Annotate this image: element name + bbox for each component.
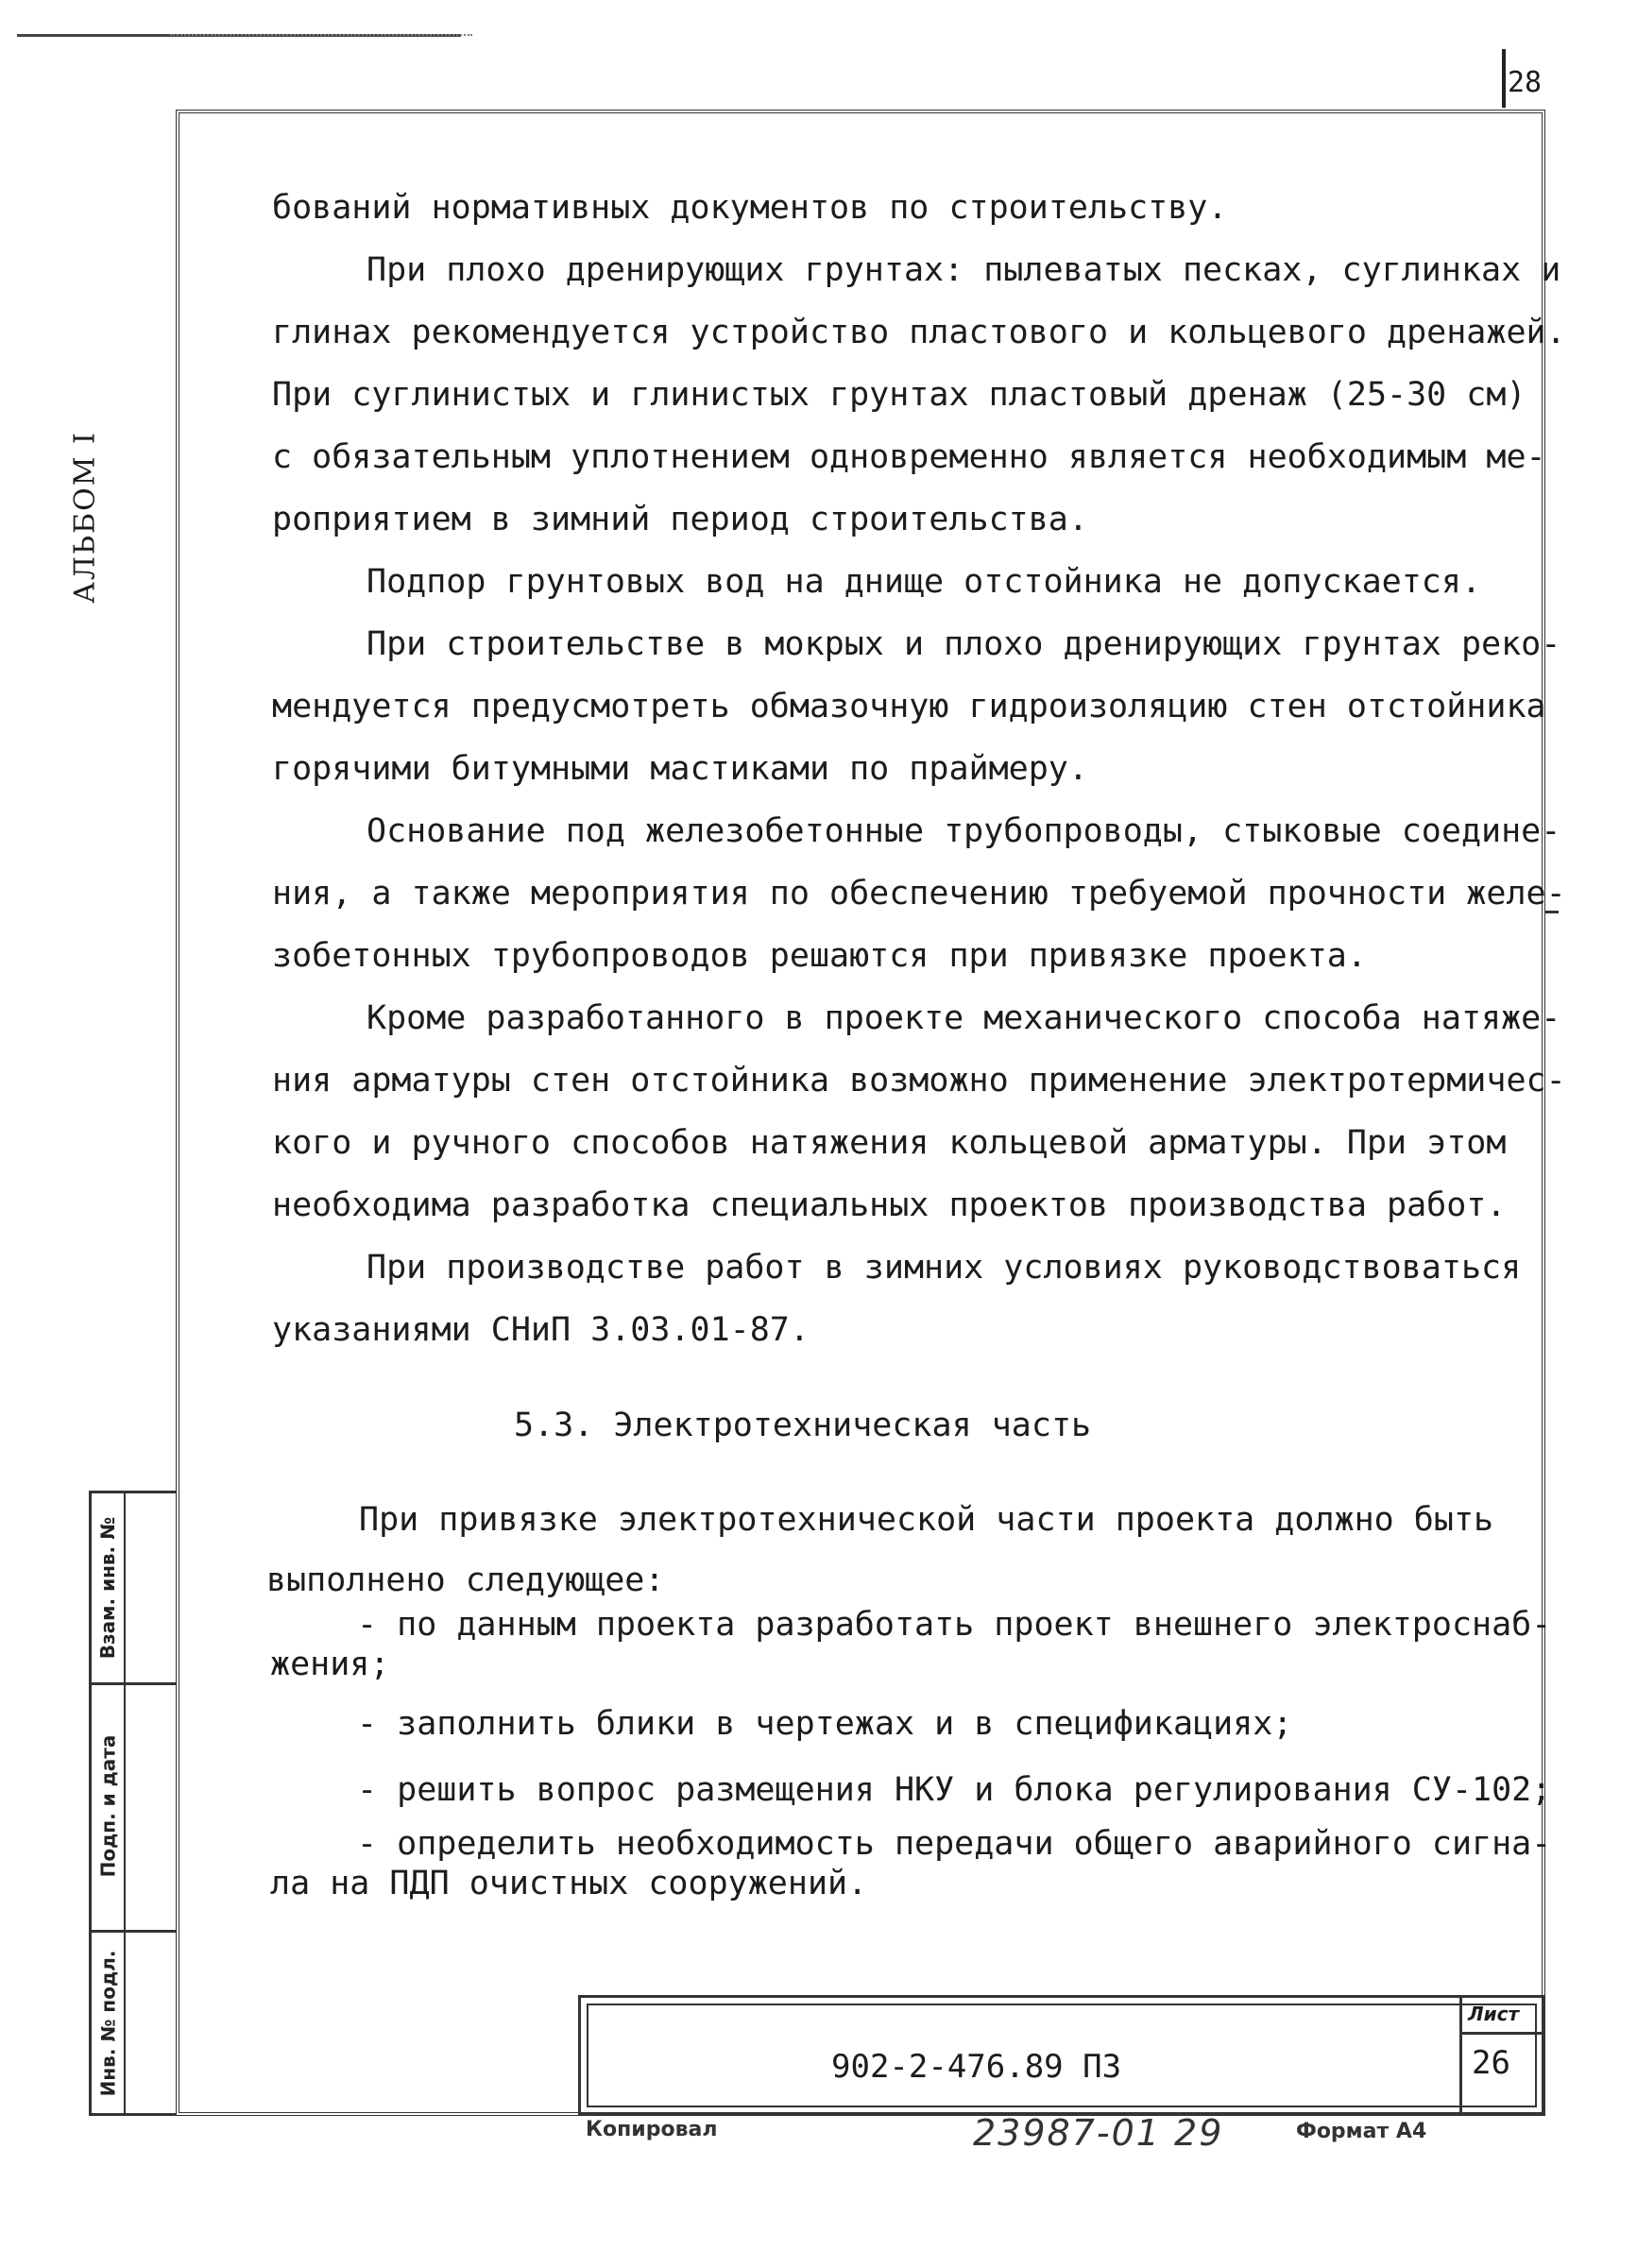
sheet-label: Лист	[1468, 2003, 1520, 2025]
body-line: При строительстве в мокрых и плохо дренирующих грунтах реко-	[367, 625, 1561, 663]
stamp-label: Подп. и дата	[96, 1734, 120, 1878]
album-label: АЛЬБОМ I	[68, 431, 102, 604]
body-line: Основание под железобетонные трубопроводы, стыковые соедине-	[367, 812, 1561, 850]
body-line: ния, а также мероприятия по обеспечению требуемой прочности желе-	[272, 875, 1566, 912]
section-line: - заполнить блики в чертежах и в спецификациях;	[357, 1705, 1293, 1743]
body-line: ния арматуры стен отстойника возможно применение электротермичес-	[272, 1062, 1566, 1100]
title-block-divider	[1459, 1998, 1462, 2113]
stamp-cell-replaced-inventory	[92, 1493, 124, 1682]
stamp-column-divider	[124, 1493, 126, 2113]
section-heading: 5.3. Электротехническая часть	[514, 1407, 1092, 1444]
section-line: - определить необходимость передачи общего аварийного сигна-	[357, 1825, 1552, 1863]
body-line: роприятием в зимний период строительства.	[272, 501, 1088, 538]
body-line: Подпор грунтовых вод на днище отстойника не допускается.	[367, 563, 1482, 601]
body-line: кого и ручного способов натяжения кольцевой арматуры. При этом	[272, 1124, 1507, 1162]
section-line: - по данным проекта разработать проект внешнего электроснаб-	[357, 1606, 1552, 1644]
copied-by-label: Копировал	[586, 2118, 718, 2141]
body-line: с обязательным уплотнением одновременно является необходимым ме-	[272, 438, 1546, 476]
stamp-cell-original-inventory	[92, 1930, 124, 2117]
stamp-label: Взам. инв. №	[96, 1516, 120, 1660]
page-number: 28	[1508, 66, 1543, 99]
document-code: 902-2-476.89 ПЗ	[831, 2048, 1122, 2086]
scan-artifact-dots	[170, 34, 472, 36]
title-block-sheet-divider	[1459, 2032, 1543, 2035]
body-line: горячими битумными мастиками по праймеру.	[272, 750, 1088, 788]
body-line: мендуется предусмотреть обмазочную гидроизоляцию стен отстойника	[272, 688, 1546, 725]
body-line: При производстве работ в зимних условиях руководствоваться	[367, 1249, 1522, 1287]
stamp-cell-signature-date	[92, 1682, 124, 1930]
stamp-column	[89, 1491, 176, 2116]
section-line: жения;	[270, 1646, 390, 1683]
body-line: зобетонных трубопроводов решаются при привязке проекта.	[272, 937, 1367, 975]
body-line: необходима разработка специальных проектов производства работ.	[272, 1186, 1507, 1224]
body-line: При плохо дренирующих грунтах: пылеватых песках, суглинках и	[367, 251, 1561, 289]
body-line: указаниями СНиП 3.03.01-87.	[272, 1311, 810, 1349]
body-line: Кроме разработанного в проекте механического способа натяже-	[367, 999, 1561, 1037]
body-line: При суглинистых и глинистых грунтах пластовый дренаж (25-30 см)	[272, 376, 1526, 414]
sheet-number: 26	[1472, 2044, 1510, 2082]
body-line: бований нормативных документов по строительству.	[272, 189, 1228, 227]
section-line: выполнено следующее:	[266, 1561, 665, 1599]
inventory-number: 23987-01 29	[973, 2112, 1224, 2154]
section-line: ла на ПДП очистных сооружений.	[270, 1865, 868, 1902]
body-line: глинах рекомендуется устройство пластового и кольцевого дренажей.	[272, 314, 1566, 351]
section-line: При привязке электротехнической части проекта должно быть	[359, 1501, 1494, 1539]
stamp-label: Инв. № подл.	[96, 1950, 120, 2097]
section-line: - решить вопрос размещения НКУ и блока регулирования СУ-102;	[357, 1771, 1552, 1809]
format-label: Формат А4	[1296, 2120, 1427, 2143]
